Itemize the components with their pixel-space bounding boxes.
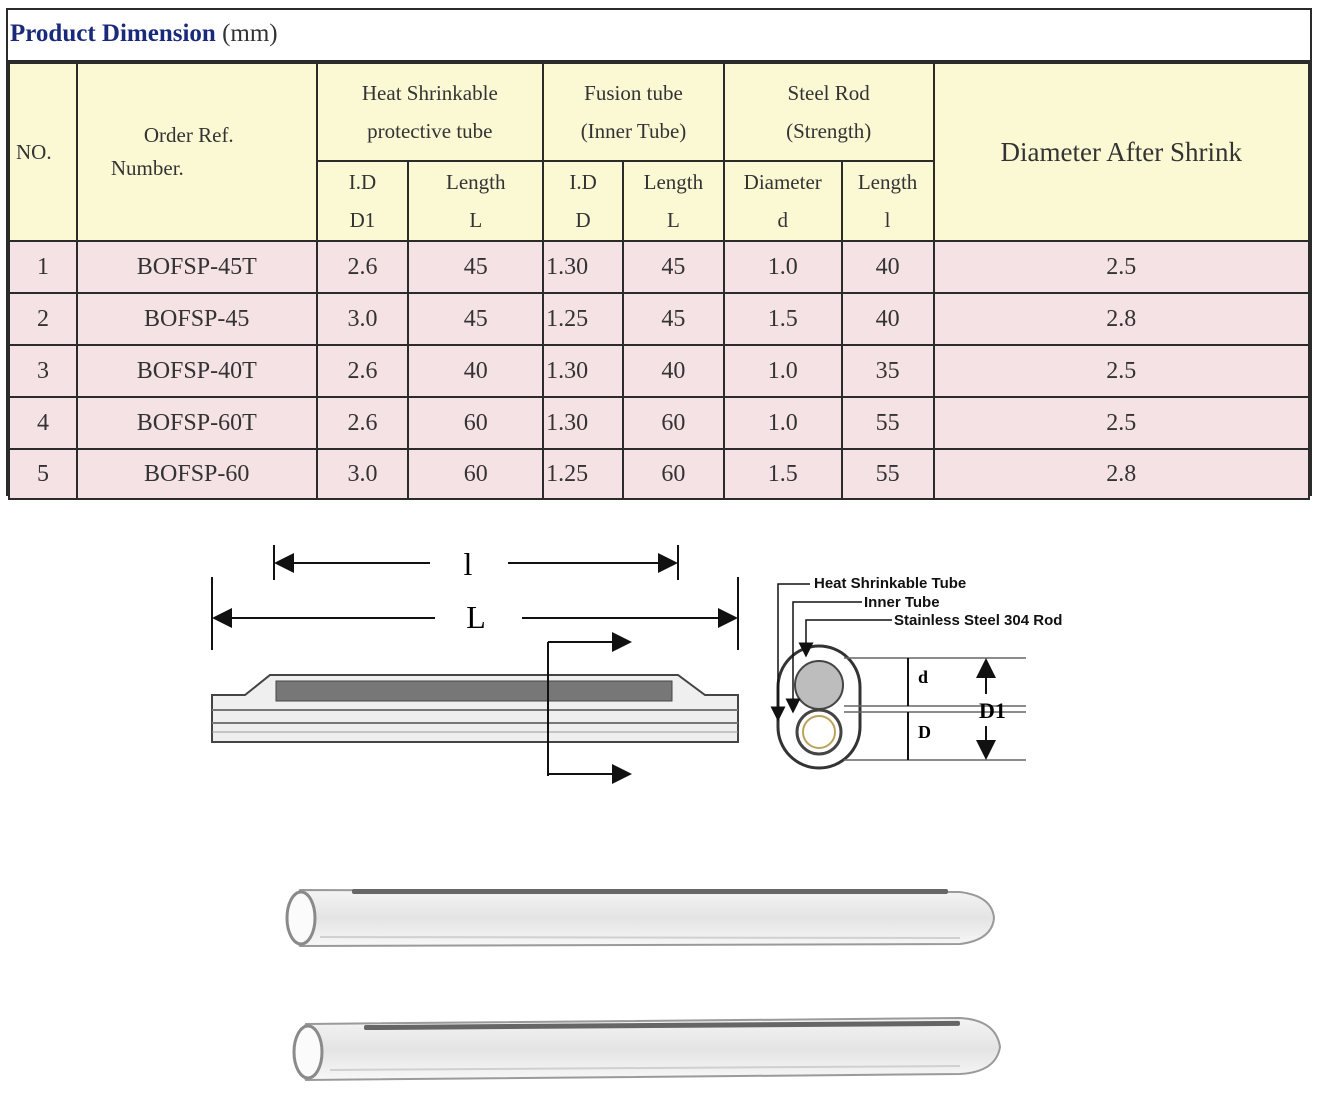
table-row xyxy=(9,241,1309,293)
header-steel-len-line1: Length xyxy=(857,170,918,194)
cell-steel-dia: 1.0 xyxy=(724,241,842,293)
cell-after: 2.8 xyxy=(934,293,1310,345)
cell-no: 4 xyxy=(9,397,77,449)
cell-heat-id: 3.0 xyxy=(317,293,409,345)
cell-steel-dia: 1.0 xyxy=(724,345,842,397)
header-steel-line2: (Strength) xyxy=(786,119,872,143)
product-dimension-sheet xyxy=(6,8,1312,496)
header-steel-dia-line2: d xyxy=(777,208,788,232)
header-steel-len-line2: l xyxy=(884,208,891,232)
cell-fusion-id: 1.30 xyxy=(543,345,623,397)
header-heat-id-line1: I.D xyxy=(348,170,377,194)
header-steel-rod xyxy=(724,63,934,161)
cell-ref: BOFSP-60T xyxy=(77,397,317,449)
header-diameter-after-label: Diameter After Shrink xyxy=(1000,136,1242,167)
cell-ref: BOFSP-45T xyxy=(77,241,317,293)
header-heat-id-line2: D1 xyxy=(349,208,376,232)
header-fusion-id-line1: I.D xyxy=(569,170,597,194)
header-fusion-length xyxy=(623,161,724,241)
header-fusion-line2: (Inner Tube) xyxy=(580,119,687,143)
cell-after: 2.5 xyxy=(934,345,1310,397)
header-heat-shrinkable xyxy=(317,63,544,161)
label-d: d xyxy=(918,667,929,687)
cell-heat-len: 45 xyxy=(408,241,543,293)
sleeve-photo-2 xyxy=(294,1018,1000,1080)
cell-no: 5 xyxy=(9,449,77,499)
header-no-label: NO. xyxy=(16,139,52,164)
cell-ref: BOFSP-40T xyxy=(77,345,317,397)
dimension-diagram xyxy=(0,520,1323,1102)
header-fusion-id xyxy=(543,161,623,241)
page-title xyxy=(10,20,278,48)
header-fusion-tube xyxy=(543,63,724,161)
cell-steel-dia: 1.5 xyxy=(724,449,842,499)
callout-inner-tube: Inner Tube xyxy=(864,594,940,611)
cell-heat-len: 40 xyxy=(408,345,543,397)
header-heat-line1: Heat Shrinkable xyxy=(361,81,498,105)
header-order-ref-line2: Number. xyxy=(110,156,184,180)
table-row xyxy=(9,345,1309,397)
header-steel-line1: Steel Rod xyxy=(787,81,870,105)
cell-steel-dia: 1.0 xyxy=(724,397,842,449)
cell-fusion-id: 1.30 xyxy=(543,241,623,293)
cell-steel-dia: 1.5 xyxy=(724,293,842,345)
header-heat-length xyxy=(408,161,543,241)
cell-steel-len: 35 xyxy=(842,345,934,397)
dimension-table xyxy=(8,62,1310,500)
header-fusion-id-line2: D xyxy=(575,208,591,232)
cell-steel-len: 40 xyxy=(842,293,934,345)
cell-heat-id: 2.6 xyxy=(317,397,409,449)
title-bar xyxy=(8,10,1310,62)
cell-steel-len: 55 xyxy=(842,397,934,449)
cell-heat-len: 60 xyxy=(408,449,543,499)
cell-fusion-len: 60 xyxy=(623,449,724,499)
cell-fusion-id: 1.25 xyxy=(543,293,623,345)
header-heat-len-line1: Length xyxy=(446,170,506,194)
callout-heat-shrinkable-tube: Heat Shrinkable Tube xyxy=(814,575,967,592)
header-order-ref-line1: Order Ref. xyxy=(143,123,234,147)
table-row xyxy=(9,397,1309,449)
cell-ref: BOFSP-45 xyxy=(77,293,317,345)
header-diameter-after-shrink xyxy=(934,63,1310,241)
header-order-ref xyxy=(77,63,317,241)
table-row xyxy=(9,449,1309,499)
header-heat-len-line2: L xyxy=(469,208,483,232)
dimension-L xyxy=(212,577,738,650)
header-steel-diameter xyxy=(724,161,842,241)
cell-heat-id: 2.6 xyxy=(317,241,409,293)
header-heat-line2: protective tube xyxy=(367,119,493,143)
header-steel-dia-line1: Diameter xyxy=(743,170,822,194)
cell-after: 2.5 xyxy=(934,241,1310,293)
cell-no: 1 xyxy=(9,241,77,293)
cell-heat-id: 3.0 xyxy=(317,449,409,499)
cell-fusion-len: 45 xyxy=(623,293,724,345)
cell-steel-len: 55 xyxy=(842,449,934,499)
table-row xyxy=(9,293,1309,345)
cell-heat-len: 60 xyxy=(408,397,543,449)
cell-fusion-len: 45 xyxy=(623,241,724,293)
cell-after: 2.5 xyxy=(934,397,1310,449)
header-steel-length xyxy=(842,161,934,241)
cell-heat-len: 45 xyxy=(408,293,543,345)
dim-L-label: L xyxy=(466,599,486,635)
label-D1: D1 xyxy=(979,698,1006,723)
cell-no: 2 xyxy=(9,293,77,345)
dim-l-label: l xyxy=(463,546,473,582)
cell-fusion-id: 1.30 xyxy=(543,397,623,449)
sleeve-side-view xyxy=(212,675,738,742)
cell-ref: BOFSP-60 xyxy=(77,449,317,499)
header-no xyxy=(9,63,77,241)
header-fusion-len-line2: L xyxy=(666,208,680,232)
label-D: D xyxy=(918,722,931,742)
title-unit: (mm) xyxy=(222,20,278,47)
header-fusion-line1: Fusion tube xyxy=(584,81,683,105)
cell-fusion-id: 1.25 xyxy=(543,449,623,499)
cell-heat-id: 2.6 xyxy=(317,345,409,397)
cell-after: 2.8 xyxy=(934,449,1310,499)
header-fusion-len-line1: Length xyxy=(643,170,704,194)
cell-fusion-len: 40 xyxy=(623,345,724,397)
header-heat-id xyxy=(317,161,409,241)
dimension-l xyxy=(274,545,678,582)
callout-steel-rod: Stainless Steel 304 Rod xyxy=(894,612,1063,629)
sleeve-photo-1 xyxy=(287,889,994,946)
title-main: Product Dimension xyxy=(10,20,216,47)
table-body xyxy=(9,241,1309,499)
cell-steel-len: 40 xyxy=(842,241,934,293)
cell-no: 3 xyxy=(9,345,77,397)
cell-fusion-len: 60 xyxy=(623,397,724,449)
